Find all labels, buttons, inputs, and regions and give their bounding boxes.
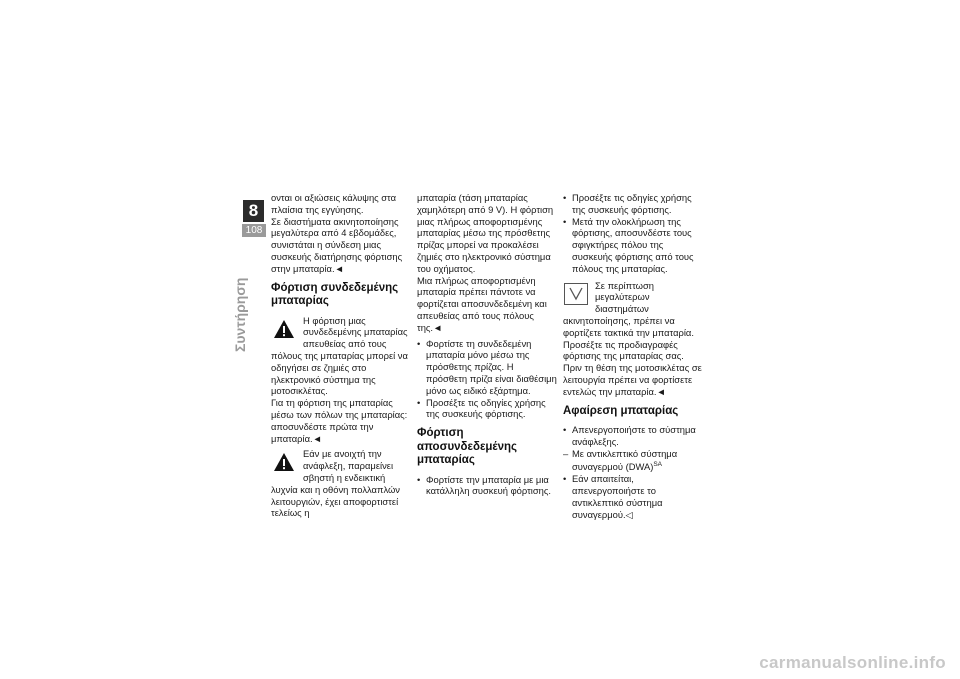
warning-notice-1 [271, 315, 411, 398]
hint-notice [563, 280, 703, 398]
warning-text-1: Η φόρτιση μιας συνδεδεμένης μπαταρίας απευθείας από τους πόλους της μπαταρίας μπορεί να οδηγήσει σε ζημιές στο ηλεκτρονικό σύστημα της μοτοσικλέτας. [271, 314, 408, 397]
battery-voltage-text: μπαταρία (τάση μπαταρίας χαμηλότερη από 9 V). Η φόρτιση μιας πλήρως αποφορτισμένης μπαταρίας μέσω της πρόσθετης πρίζας μπορεί να προκαλέσει ζημιές στο ηλεκτρονικό σύστημα του οχήματος. [417, 192, 554, 274]
page-number: 108 [242, 224, 266, 237]
column-1 [271, 192, 411, 519]
heading-charge-disconnected: Φόρτιση αποσυνδεδεμένης μπαταρίας [417, 427, 518, 467]
warning-triangle-icon [271, 450, 297, 474]
disconnect-text: Για τη φόρτιση της μπαταρίας μέσω των πόλων της μπαταρίας: αποσυνδέστε πρώτα την μπαταρία.◄ [271, 397, 408, 444]
hint-text: Σε περίπτωση μεγαλύτερων διαστημάτων ακινητοποίησης, πρέπει να φορτίζετε τακτικά την μπαταρία. Προσέξτε τις προδιαγραφές φόρτισης της μπαταρίας σας. Πριν τη θέση της μοτοσικλέτας σε λειτουργία πρέπει να φορτίσετε εντελώς την μπαταρία.◄ [563, 279, 702, 397]
list-item: • Μετά την ολοκλήρωση της φόρτισης, αποσυνδέστε τους σφιγκτήρες πόλου της συσκευής φόρτισης από τους πόλους της μπαταρίας. [563, 215, 694, 274]
list-item: • Εάν απαιτείται, απενεργοποιήστε το αντικλεπτικό σύστημα συναγερμού.◁ [563, 473, 663, 520]
list-item: • Απενεργοποιήστε το σύστημα ανάφλεξης. [563, 424, 696, 447]
hint-icon [563, 282, 589, 306]
column-2 [417, 192, 557, 497]
heading-charge-connected: Φόρτιση συνδεδεμένης μπαταρίας [271, 281, 399, 308]
charge-disconnected-bullets [417, 474, 557, 498]
special-equipment-mark: SA [653, 461, 663, 469]
remove-steps [563, 424, 703, 521]
warning-text-2: Εάν με ανοιχτή την ανάφλεξη, παραμείνει σβηστή η ενδεικτική λυχνία και η οθόνη πολλαπλών λειτουργιών, έχει αποφορτιστεί τελείως η [271, 448, 400, 519]
list-item: • Φορτίστε τη συνδεδεμένη μπαταρία μόνο μέσω της πρόσθετης πρίζας. Η πρόσθετη πρίζα είναι διαθέσιμη μόνο ως ειδικό εξάρτημα. [417, 337, 557, 396]
column-3 [563, 192, 703, 521]
list-item: • Προσέξτε τις οδηγίες χρήσης της συσκευής φόρτισης. [563, 192, 692, 215]
section-label: Συντήρηση [232, 277, 248, 352]
charge-bullets [417, 338, 557, 421]
charger-bullets [563, 192, 703, 275]
warning-triangle-icon [271, 317, 297, 341]
chapter-number: 8 [243, 200, 264, 222]
heading-remove-battery: Αφαίρεση μπαταρίας [563, 404, 679, 417]
warning-notice-2 [271, 448, 411, 519]
intro-text: ονται οι αξιώσεις κάλυψης στα πλαίσια της εγγύησης. [271, 192, 397, 215]
list-item: – Με αντικλεπτικό σύστημα συναγερμού (DWA)$^{SA}$ [563, 447, 678, 473]
discharged-text: Μια πλήρως αποφορτισμένη μπαταρία πρέπει πάντοτε να φορτίζεται αποσυνδεδεμένη και απευθείας από τους πόλους της.◄ [417, 274, 547, 333]
list-item: • Προσέξτε τις οδηγίες χρήσης της συσκευής φόρτισης. [417, 396, 546, 420]
storage-text: Σε διαστήματα ακινητοποίησης μεγαλύτερα από 4 εβδομάδες, συνιστάται η σύνδεση μιας συσκευής διατήρησης φόρτισης στην μπαταρία.◄ [271, 215, 403, 274]
list-item: • Φορτίστε την μπαταρία με μια κατάλληλη συσκευή φόρτισης. [417, 473, 551, 497]
watermark: carmanualsonline.info [759, 653, 946, 672]
